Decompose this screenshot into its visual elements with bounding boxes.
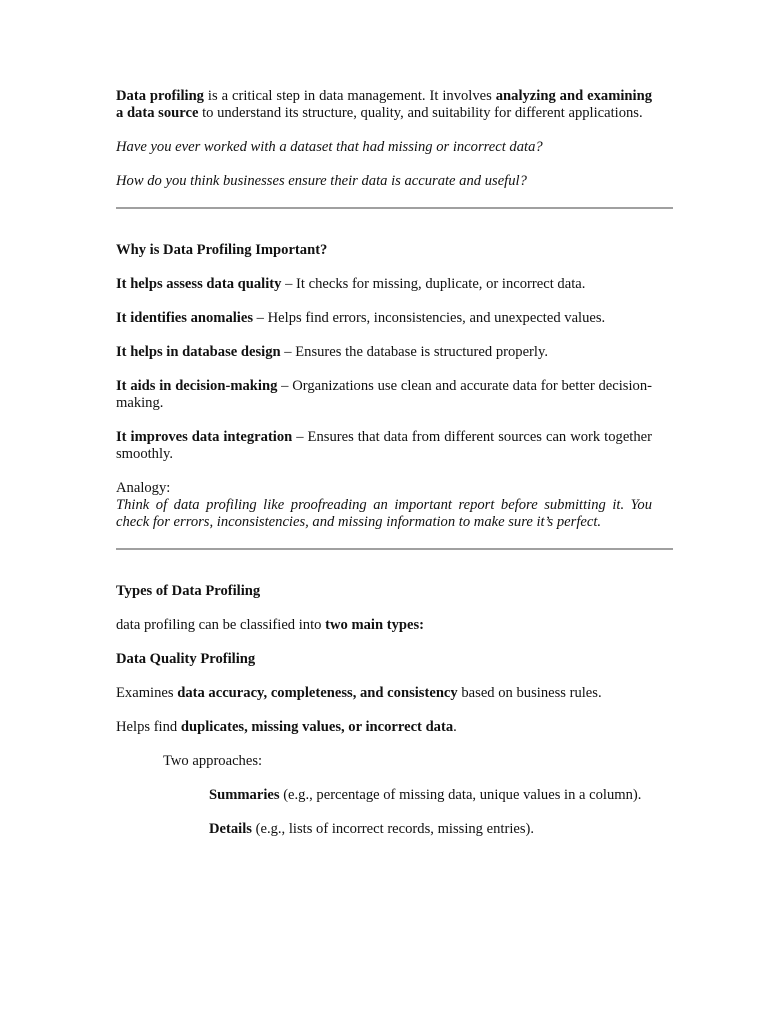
dq-profiling-heading: Data Quality Profiling [116, 651, 256, 667]
importance-item-title: It identifies anomalies [116, 310, 254, 326]
importance-heading: Why is Data Profiling Important? [116, 242, 328, 258]
importance-item-title: It aids in decision-making [116, 378, 278, 394]
approach-summaries-title: Summaries [209, 787, 280, 803]
question-1: Have you ever worked with a dataset that had missing or incorrect data? [116, 139, 543, 155]
document-page [116, 88, 652, 855]
approach-details-text: (e.g., lists of incorrect records, missing entries). [251, 821, 535, 837]
intro-term-2: analyzing and examining a data source [116, 88, 652, 121]
intro-text-2: to understand its structure, quality, and suitability for different applications. [198, 105, 643, 121]
importance-item-anomalies [116, 310, 652, 327]
helps-find-line [116, 719, 652, 736]
types-intro [116, 617, 652, 634]
types-intro-text: data profiling can be classified into [116, 617, 326, 633]
importance-item-design [116, 344, 652, 361]
types-intro-bold: two main types: [325, 617, 425, 633]
importance-item-quality [116, 276, 652, 293]
approach-details-title: Details [209, 821, 252, 837]
helps-bold: duplicates, missing values, or incorrect data [180, 719, 454, 735]
approaches-label: Two approaches: [163, 753, 263, 769]
analogy-label: Analogy: [116, 480, 171, 496]
importance-item-title: It improves data integration [116, 429, 293, 445]
approach-summaries [116, 787, 652, 804]
importance-item-text: – Helps find errors, inconsistencies, and unexpected values. [253, 310, 606, 326]
analogy-text: Think of data profiling like proofreading an important report before submitting it. You check for errors, inconsistencies, and missing information to make sure it’s perfect. [116, 497, 652, 530]
helps-text-2: . [453, 719, 457, 735]
examines-text-1: Examines [116, 685, 178, 701]
importance-item-text: – Organizations use clean and accurate data for better decision-making. [116, 378, 652, 411]
section-divider-1 [116, 207, 673, 209]
intro-paragraph [116, 88, 652, 122]
approach-summaries-text: (e.g., percentage of missing data, unique values in a column). [279, 787, 642, 803]
examines-bold: data accuracy, completeness, and consistency [177, 685, 458, 701]
types-heading: Types of Data Profiling [116, 583, 261, 599]
examines-text-2: based on business rules. [457, 685, 602, 701]
importance-item-text: – Ensures the database is structured properly. [280, 344, 548, 360]
intro-term: Data profiling [116, 88, 204, 104]
question-2: How do you think businesses ensure their data is accurate and useful? [116, 173, 527, 189]
importance-item-title: It helps in database design [116, 344, 281, 360]
helps-text-1: Helps find [116, 719, 181, 735]
importance-item-integration [116, 429, 652, 463]
section-divider-2 [116, 548, 673, 550]
importance-item-text: – Ensures that data from different sources can work together smoothly. [116, 429, 653, 462]
importance-item-text: – It checks for missing, duplicate, or incorrect data. [281, 276, 586, 292]
intro-text-1: is a critical step in data management. It involves [203, 88, 496, 104]
approach-details [116, 821, 652, 838]
importance-item-decision [116, 378, 652, 412]
examines-line [116, 685, 652, 702]
importance-item-title: It helps assess data quality [116, 276, 282, 292]
